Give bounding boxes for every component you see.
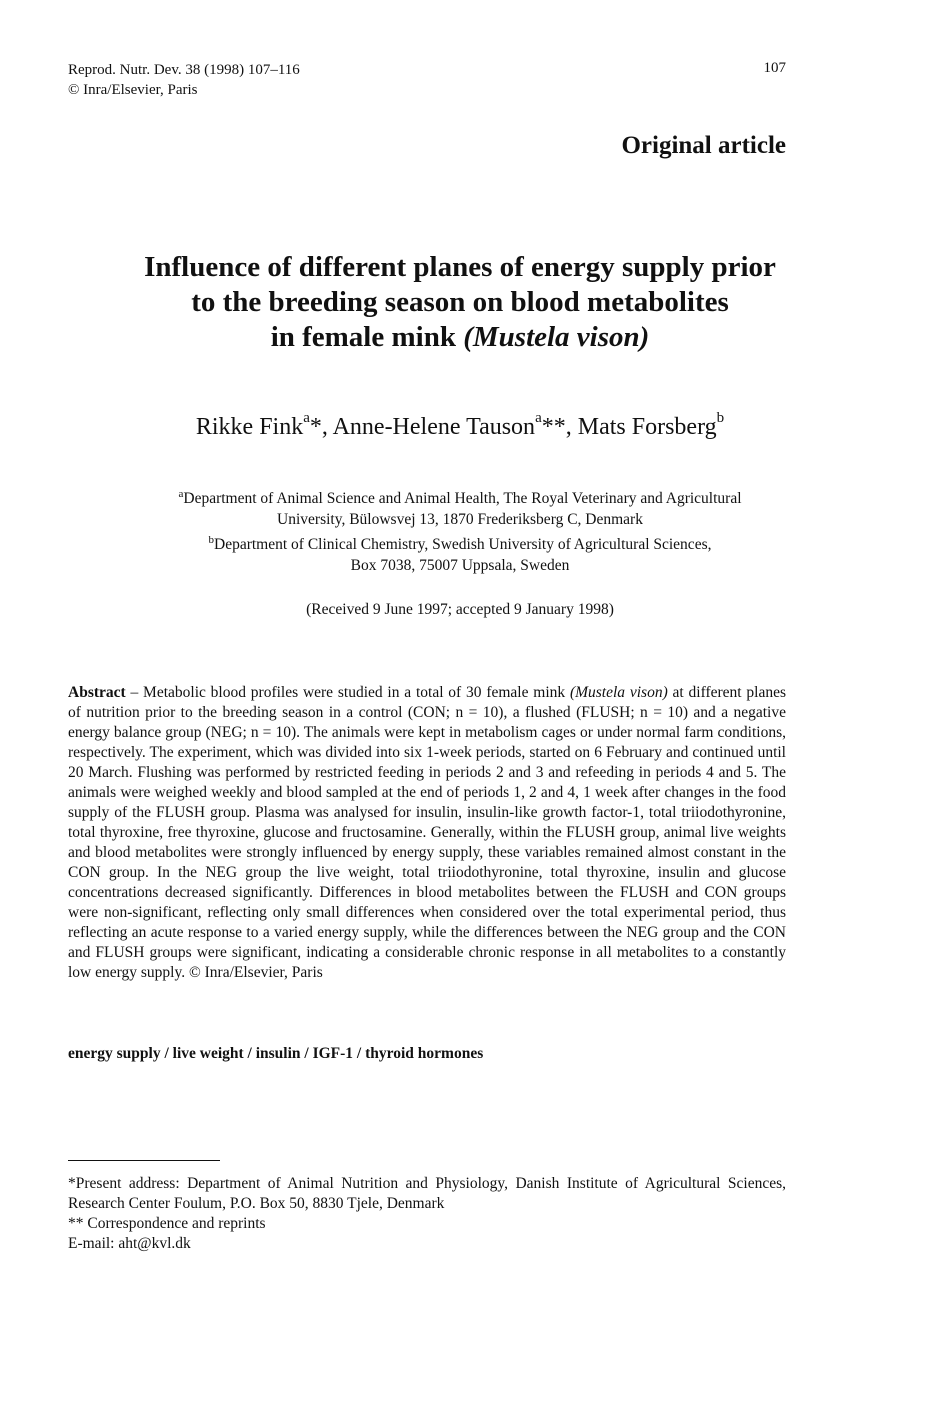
affiliation-b-line-2: Box 7038, 75007 Uppsala, Sweden [350, 557, 570, 575]
affiliation-a-line-1: $^a$Department of Animal Science and Animal Health, The Royal Veterinary and Agricultural [178, 488, 742, 508]
footnote-correspondence: ** Correspondence and reprints [68, 1215, 266, 1232]
affiliation-b-marker: b [208, 534, 214, 547]
affiliation-b-line-1: $^b$Department of Clinical Chemistry, Swedish University of Agricultural Sciences, [208, 534, 712, 554]
footnotes [68, 1174, 786, 1254]
title-line-1: Influence of different planes of energy supply prior [144, 251, 776, 283]
author-list [60, 410, 860, 441]
author-fink-mark: * [309, 414, 322, 440]
author-tauson: Anne-Helene Tauson [332, 414, 536, 440]
author-forsberg: Mats Forsberg [577, 414, 717, 440]
journal-citation [68, 60, 300, 100]
abstract-text-1: Metabolic blood profiles were studied in a total of 30 female mink [143, 684, 570, 701]
abstract-label: Abstract [68, 684, 126, 701]
title-line-3-plain: in female mink [270, 321, 464, 353]
affiliation-a-line-2: University, Bülowsvej 13, 1870 Frederiksberg C, Denmark [277, 511, 643, 529]
received-dates: (Received 9 June 1997; accepted 9 January 1998) [306, 601, 614, 618]
author-tauson-mark: ** [541, 414, 566, 440]
abstract [68, 683, 786, 983]
abstract-dash: – [125, 684, 144, 701]
title-species: (Mustela vison) [463, 321, 650, 353]
article-title [60, 250, 860, 355]
page-number: 107 [763, 60, 786, 76]
author-fink-affil: a [303, 410, 310, 426]
footnote-present-address: *Present address: Department of Animal Nutrition and Physiology, Danish Institute of Agricultural Sciences, Research Center Foulum, P.O. Box 50, 8830 Tjele, Denmark [68, 1175, 786, 1212]
author-separator: , [565, 414, 578, 440]
title-line-3 [60, 320, 860, 355]
author-forsberg-affil: b [716, 410, 725, 426]
keywords: energy supply / live weight / insulin / IGF-1 / thyroid hormones [68, 1045, 484, 1062]
title-line-2: to the breeding season on blood metabolites [191, 286, 729, 318]
abstract-species: (Mustela vison) [569, 684, 668, 701]
footnote-email: E-mail: aht@kvl.dk [68, 1235, 191, 1252]
journal-copyright-line: © Inra/Elsevier, Paris [68, 82, 198, 98]
abstract-text-2: at different planes of nutrition prior to the breeding season in a control (CON; n = 10), a flushed (FLUSH; n = 10) and a negative energy balance group (NEG; n = 10). The animals were kept in metabolism cages or under normal farm conditions, respectively. The experiment, which was divided into six 1-week periods, started on 6 February and continued until 20 March. Flushing was performed by restricted feeding in periods 2 and 3 and refeeding in periods 4 and 5. The animals were weighed weekly and blood sampled at the end of periods 1, 2 and 4, 1 week after changes in the food supply of the FLUSH group. Plasma was analysed for insulin, insulin-like growth factor-1, total triiodothyronine, total thyroxine, free thyroxine, glucose and fructosamine. Generally, within the FLUSH group, animal live weights and blood metabolites were strongly influenced by energy supply, these variables remained almost constant in the CON group. In the NEG group the live weight, total triiodothyronine, total thyroxine, insulin and glucose concentrations decreased significantly. Differences in blood metabolites between the FLUSH and CON groups were non-significant, reflecting only small differences when considered over the total experimental period, thus reflecting an acute response to a varied energy supply, while the differences between the NEG group and the CON and FLUSH groups were significant, indicating a considerable chronic response in all metabolites to a constantly low energy supply. © Inra/Elsevier, Paris [68, 684, 786, 981]
footnote-divider [68, 1160, 220, 1161]
author-separator: , [321, 414, 333, 440]
article-type-label: Original article [621, 132, 786, 159]
journal-volume-line: Reprod. Nutr. Dev. 38 (1998) 107–116 [68, 62, 300, 78]
affiliation-a-marker: a [178, 488, 184, 500]
affiliations [60, 484, 860, 576]
author-fink: Rikke Fink [195, 414, 304, 440]
author-tauson-affil: a [535, 410, 542, 426]
